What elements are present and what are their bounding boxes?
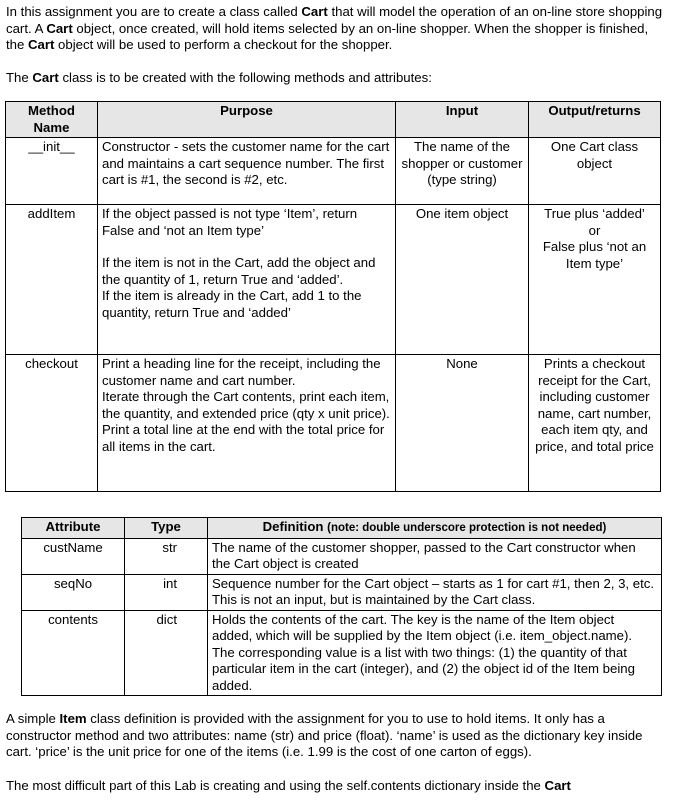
attribute-name: contents xyxy=(22,610,125,696)
methods-table xyxy=(5,101,661,492)
header-method-name: Method Name xyxy=(6,102,98,138)
header-attribute: Attribute xyxy=(22,518,125,539)
method-purpose: Constructor - sets the customer name for the cart and maintains a cart sequence number. The first cart is #1, the second is #2, etc. xyxy=(98,138,396,205)
table-row xyxy=(22,574,662,610)
attribute-type: dict xyxy=(125,610,208,696)
method-name: addItem xyxy=(6,205,98,355)
method-output: Prints a checkout receipt for the Cart, including customer name, cart number, each item qty, and price, and total price xyxy=(529,355,661,492)
table-row xyxy=(22,610,662,696)
method-output: True plus ‘added’ or False plus ‘not an Item type’ xyxy=(529,205,661,355)
method-input: One item object xyxy=(396,205,529,355)
difficult-part-paragraph: The most difficult part of this Lab is creating and using the self.contents dictionary inside the Cart xyxy=(6,778,571,793)
attribute-type: str xyxy=(125,538,208,574)
attribute-definition: Holds the contents of the cart. The key is the name of the Item object added, which will be supplied by the Item object (i.e. item_object.name). The corresponding value is a list with two things: (1) the quantity of that particular item in the cart (integer), and (2) the object id of the Item being added. xyxy=(208,610,662,696)
attributes-table xyxy=(21,517,662,696)
attribute-definition: Sequence number for the Cart object – starts as 1 for cart #1, then 2, 3, etc. This is not an input, but is maintained by the Cart class. xyxy=(208,574,662,610)
attribute-name: seqNo xyxy=(22,574,125,610)
header-type: Type xyxy=(125,518,208,539)
method-input: None xyxy=(396,355,529,492)
attribute-name: custName xyxy=(22,538,125,574)
method-input: The name of the shopper or customer (type string) xyxy=(396,138,529,205)
method-name: __init__ xyxy=(6,138,98,205)
attribute-definition: The name of the customer shopper, passed to the Cart constructor when the Cart object is created xyxy=(208,538,662,574)
header-definition: Definition (note: double underscore protection is not needed) xyxy=(208,518,662,539)
item-class-paragraph: A simple Item class definition is provided with the assignment for you to use to hold items. It only has a constructor method and two attributes: name (str) and price (float). ‘name’ is used as the dictionary key inside cart. ‘price’ is the unit price for one of the items (i.e. 1.99 is the cost of one carton of eggs). xyxy=(6,711,643,759)
table-row xyxy=(6,138,661,205)
method-purpose: Print a heading line for the receipt, including the customer name and cart number. Iterate through the Cart contents, print each item, the quantity, and extended price (qty x unit price). Print a total line at the end with the total price for all items in the cart. xyxy=(98,355,396,492)
table-row xyxy=(6,205,661,355)
intro-paragraph: In this assignment you are to create a class called Cart that will model the operation of an on-line store shopping cart. A Cart object, once created, will hold items selected by an on-line shopper. When the shopper is finished, the Cart object will be used to perform a checkout for the shopper. xyxy=(6,4,663,52)
table-row xyxy=(22,538,662,574)
header-purpose: Purpose xyxy=(98,102,396,138)
attributes-header-row xyxy=(22,518,662,539)
attribute-type: int xyxy=(125,574,208,610)
header-output: Output/returns xyxy=(529,102,661,138)
header-input: Input xyxy=(396,102,529,138)
table-row xyxy=(6,355,661,492)
cart-class-intro: The Cart class is to be created with the following methods and attributes: xyxy=(6,70,432,85)
method-output: One Cart class object xyxy=(529,138,661,205)
method-name: checkout xyxy=(6,355,98,492)
methods-header-row xyxy=(6,102,661,138)
method-purpose: If the object passed is not type ‘Item’, return False and ‘not an Item type’ If the item is not in the Cart, add the object and the quantity of 1, return True and ‘added’. If the item is already in the Cart, add 1 to the quantity, return True and ‘added’ xyxy=(98,205,396,355)
